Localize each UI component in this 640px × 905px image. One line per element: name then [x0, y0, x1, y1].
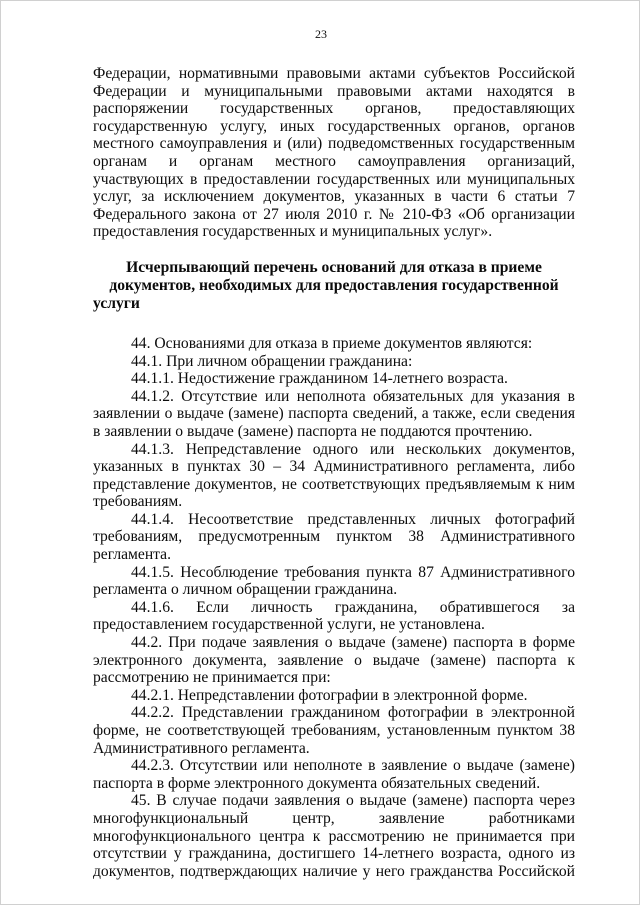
paragraph-44-1-2: 44.1.2. Отсутствие или неполнота обязательных для указания в заявлении о выдаче (замене) паспорта сведений, а также, если сведения в заявлении о выдаче (замене) паспорта не поддаются прочтению.: [93, 387, 575, 440]
intro-paragraph: Федерации, нормативными правовыми актами субъектов Российской Федерации и муниципальными правовыми актами находятся в распоряжении государственных органов, предоставляющих государственную услугу, иных государственных органов, органов местного самоуправления и (или) подведомственных государственным органам и органам местного самоуправления организаций, участвующих в предоставлении государственных или муниципальных услуг, за исключением документов, указанных в части 6 статьи 7 Федерального закона от 27 июля 2010 г. № 210-ФЗ «Об организации предоставления государственных и муниципальных услуг».: [93, 65, 575, 241]
paragraph-44-1-5: 44.1.5. Несоблюдение требования пункта 87 Административного регламента о личном обращении гражданина.: [93, 563, 575, 599]
document-body: [93, 65, 575, 880]
paragraph-44-1-3: 44.1.3. Непредставление одного или нескольких документов, указанных в пунктах 30 – 34 Административного регламента, либо представление документов, не соответствующих предъявляемым к ним требованиям.: [93, 440, 575, 511]
section-heading: Исчерпывающий перечень оснований для отказа в приеме документов, необходимых для предоставления государственной услуги: [93, 258, 559, 312]
paragraph-44-1-4: 44.1.4. Несоответствие представленных личных фотографий требованиям, предусмотренным пунктом 38 Административного регламента.: [93, 510, 575, 564]
paragraph-44-1: 44.1. При личном обращении гражданина:: [131, 352, 413, 370]
paragraph-44: 44. Основаниями для отказа в приеме документов являются:: [131, 334, 533, 352]
paragraph-44-2-1: 44.2.1. Непредставлении фотографии в электронной форме.: [131, 686, 528, 704]
paragraph-44-2: 44.2. При подаче заявления о выдаче (замене) паспорта в форме электронного документа, заявление о выдаче (замене) паспорта к рассмотрению не принимается при:: [93, 634, 575, 687]
paragraph-44-2-3: 44.2.3. Отсутствии или неполноте в заявление о выдаче (замене) паспорта в форме электронного документа обязательных сведений.: [93, 757, 575, 792]
paragraph-44-1-1: 44.1.1. Недостижение гражданином 14-летнего возраста.: [131, 370, 508, 388]
paragraph-44-1-6: 44.1.6. Если личность гражданина, обратившегося за предоставлением государственной услуги, не установлена.: [93, 598, 575, 634]
page-number: 23: [315, 27, 327, 41]
paragraph-44-2-2: 44.2.2. Представлении гражданином фотографии в электронной форме, не соответствующей требованиям, установленным пунктом 38 Административного регламента.: [93, 704, 575, 757]
paragraph-45: 45. В случае подачи заявления о выдаче (замене) паспорта через многофункциональный центр, заявление работниками многофункционального центра к рассмотрению не принимается при отсутствии у гражданина, достигшего 14-летнего возраста, одного из документов, подтверждающих наличие у него гражданства Российской: [93, 792, 575, 880]
